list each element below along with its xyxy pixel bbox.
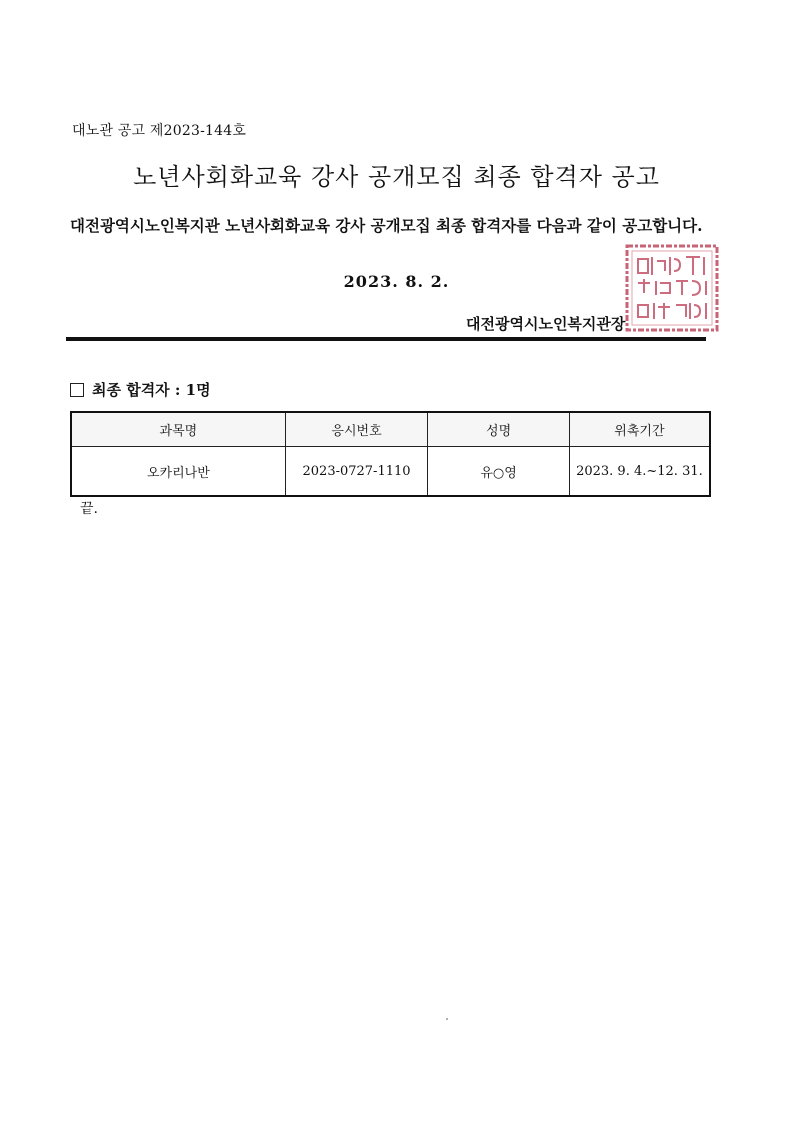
cell-name: 유○영 (428, 447, 570, 497)
table-row (71, 447, 710, 497)
checkbox-square-icon (70, 383, 84, 397)
scan-speck (446, 1018, 448, 1020)
table-header-row (71, 412, 710, 447)
page-title: 노년사회화교육 강사 공개모집 최종 합격자 공고 (133, 163, 660, 191)
column-header-applicant-number: 응시번호 (285, 412, 428, 447)
divider-rule (66, 337, 706, 341)
notice-body: 대전광역시노인복지관 노년사회화교육 강사 공개모집 최종 합격자를 다음과 같이 공고합니다. (70, 216, 703, 235)
end-mark: 끝. (80, 501, 98, 517)
results-table (70, 411, 711, 497)
notice-number: 대노관 공고 제2023-144호 (72, 123, 247, 139)
cell-applicant-number: 2023-0727-1110 (285, 447, 428, 497)
column-header-period: 위촉기간 (569, 412, 710, 447)
column-header-subject: 과목명 (71, 412, 285, 447)
notice-date: 2023. 8. 2. (343, 272, 450, 291)
column-header-name: 성명 (428, 412, 570, 447)
sender-name: 대전광역시노인복지관장 (466, 315, 626, 333)
section-heading (70, 379, 211, 400)
cell-subject: 오카리나반 (71, 447, 285, 497)
section-heading-label: 최종 합격자 : 1명 (92, 381, 211, 399)
cell-period: 2023. 9. 4.~12. 31. (569, 447, 710, 497)
official-seal-stamp (624, 243, 720, 333)
